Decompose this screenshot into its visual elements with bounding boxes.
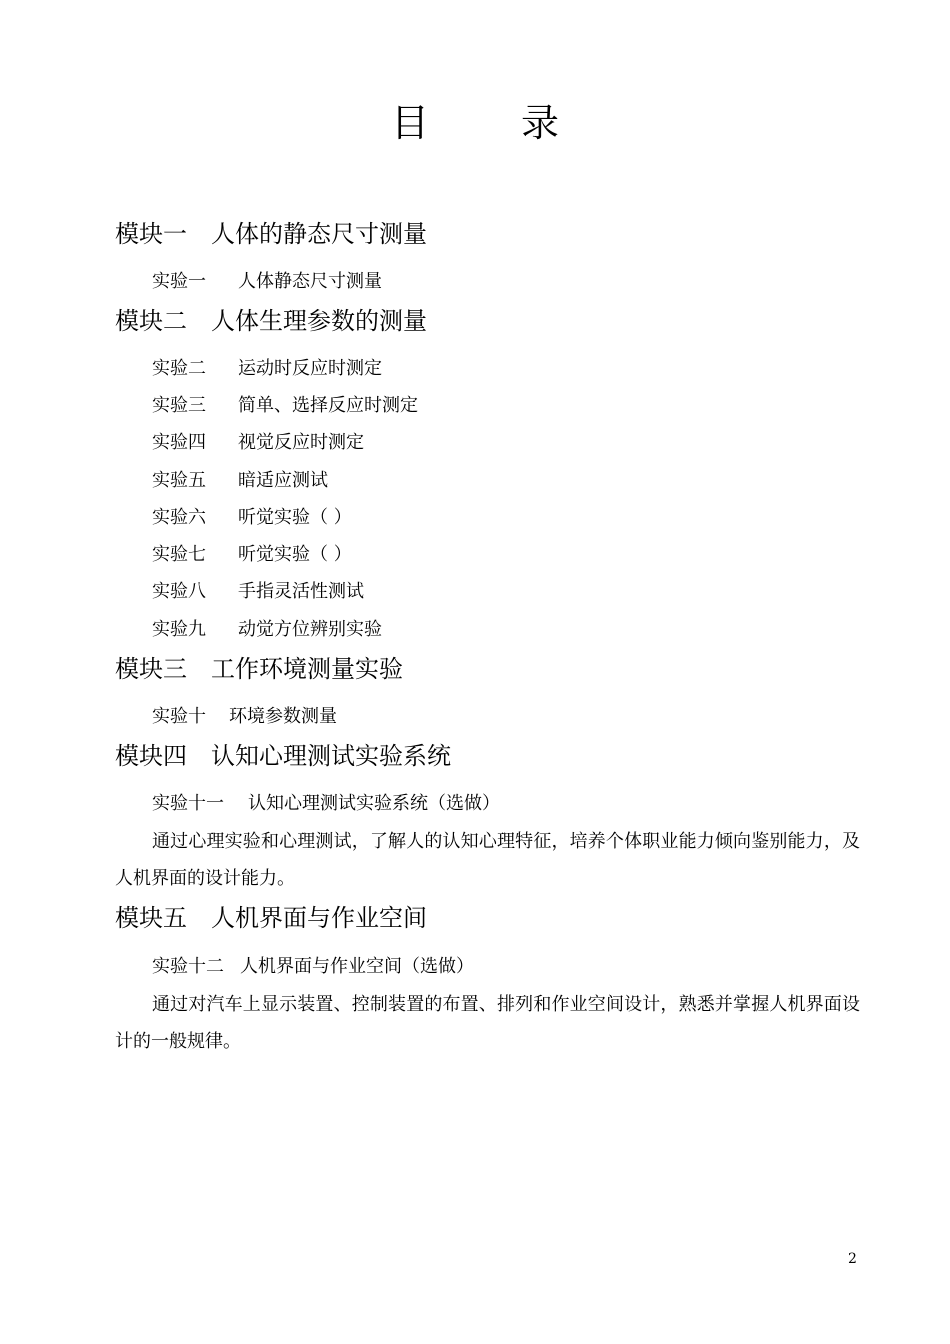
- module-name: 人机界面与作业空间: [211, 904, 427, 932]
- experiment-name: 运动时反应时测定: [238, 358, 382, 379]
- page-title: 目 录: [390, 101, 600, 145]
- experiment-name: 人机界面与作业空间（选做）: [240, 956, 474, 977]
- experiment-name: 认知心理测试实验系统（选做）: [248, 793, 500, 814]
- module-number: 模块二: [115, 307, 187, 335]
- experiment-number: 实验五: [152, 470, 206, 491]
- module-description: 通过心理实验和心理测试，了解人的认知心理特征，培养个体职业能力倾向鉴别能力，及人机界面的设计能力。: [115, 831, 860, 889]
- experiment-number: 实验六: [152, 507, 206, 528]
- experiment-number: 实验八: [152, 581, 206, 602]
- experiment-entry[interactable]: [152, 705, 337, 729]
- experiment-number: 实验十二: [152, 956, 224, 977]
- experiment-name: 动觉方位辨别实验: [238, 619, 382, 640]
- module-number: 模块四: [115, 742, 187, 770]
- experiment-entry[interactable]: [152, 618, 382, 642]
- experiment-number: 实验十: [152, 706, 206, 727]
- experiment-entry[interactable]: [152, 270, 382, 294]
- experiment-entry[interactable]: [152, 469, 328, 493]
- experiment-name: 视觉反应时测定: [238, 432, 364, 453]
- module-description: 通过对汽车上显示装置、控制装置的布置、排列和作业空间设计，熟悉并掌握人机界面设计的一般规律。: [115, 994, 860, 1052]
- module-heading[interactable]: [115, 903, 427, 933]
- experiment-name: 手指灵活性测试: [238, 581, 364, 602]
- experiment-entry[interactable]: [152, 955, 474, 979]
- experiment-entry[interactable]: [152, 431, 364, 455]
- experiment-entry[interactable]: [152, 792, 500, 816]
- experiment-name: 人体静态尺寸测量: [238, 271, 382, 292]
- experiment-number: 实验七: [152, 544, 206, 565]
- module-name: 工作环境测量实验: [211, 655, 403, 683]
- module-name: 人体的静态尺寸测量: [211, 220, 427, 248]
- experiment-number: 实验二: [152, 358, 206, 379]
- experiment-number: 实验三: [152, 395, 206, 416]
- experiment-name: 环境参数测量: [229, 706, 337, 727]
- module-heading[interactable]: [115, 654, 403, 684]
- experiment-name: 听觉实验（ ）: [238, 507, 352, 528]
- module-name: 人体生理参数的测量: [211, 307, 427, 335]
- page-number: 2: [848, 1251, 857, 1267]
- experiment-entry[interactable]: [152, 394, 418, 418]
- experiment-name: 暗适应测试: [238, 470, 328, 491]
- module-number: 模块一: [115, 220, 187, 248]
- module-number: 模块五: [115, 904, 187, 932]
- experiment-number: 实验十一: [152, 793, 224, 814]
- experiment-entry[interactable]: [152, 580, 364, 604]
- module-heading[interactable]: [115, 306, 427, 336]
- module-name: 认知心理测试实验系统: [211, 742, 451, 770]
- module-heading[interactable]: [115, 219, 427, 249]
- experiment-name: 听觉实验（ ）: [238, 544, 352, 565]
- experiment-entry[interactable]: [152, 543, 352, 567]
- experiment-number: 实验一: [152, 271, 206, 292]
- experiment-entry[interactable]: [152, 506, 352, 530]
- experiment-name: 简单、选择反应时测定: [238, 395, 418, 416]
- module-heading[interactable]: [115, 741, 451, 771]
- experiment-entry[interactable]: [152, 357, 382, 381]
- experiment-number: 实验四: [152, 432, 206, 453]
- module-number: 模块三: [115, 655, 187, 683]
- experiment-number: 实验九: [152, 619, 206, 640]
